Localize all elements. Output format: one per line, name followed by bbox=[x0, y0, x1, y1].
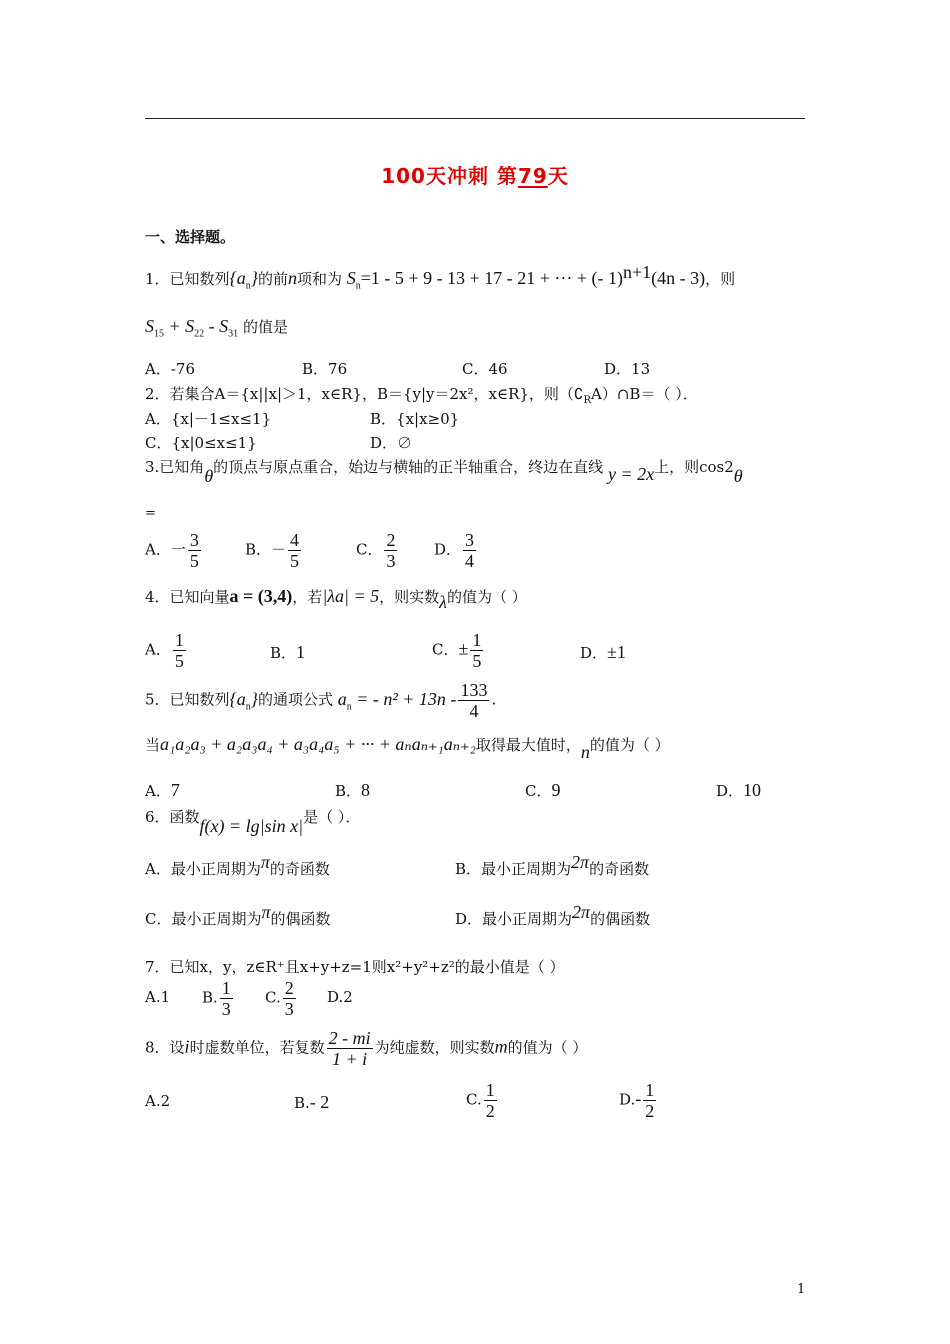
q1-option-a: A．-76 bbox=[145, 360, 195, 378]
question-4: 4．已知向量a = (3,4)，若|λa| = 5，则实数λ的值为（ ） bbox=[145, 586, 527, 612]
q3-option-c: C． $\frac{2}{3}$ bbox=[356, 530, 396, 571]
q6-option-c: C．最小正周期为π的偶函数 bbox=[145, 902, 331, 928]
q3-option-b: B．－ $\frac{4}{5}$ bbox=[245, 530, 300, 571]
q2-option-a: A．{x|－1≤x≤1} bbox=[145, 410, 272, 428]
q4-option-b: B．1 bbox=[270, 642, 306, 662]
q8-option-b: B.- 2 bbox=[294, 1092, 330, 1112]
q1-option-c: C．46 bbox=[462, 360, 508, 378]
page-title: 100天冲刺 第79天 bbox=[381, 164, 569, 188]
q8-option-a: A.2 bbox=[145, 1092, 171, 1110]
question-7: 7．已知x，y，z∈R⁺且x+y+z=1则x²+y²+z²的最小值是（ ） bbox=[145, 958, 565, 976]
q4-option-d: D．±1 bbox=[580, 642, 626, 662]
page-number: 1 bbox=[797, 1282, 806, 1297]
section-heading: 一、选择题。 bbox=[145, 228, 236, 246]
q4-option-c: C．± $\frac{1}{5}$ bbox=[432, 630, 482, 671]
q5-option-c: C．9 bbox=[525, 780, 561, 800]
q6-option-d: D．最小正周期为2π的偶函数 bbox=[455, 902, 651, 928]
q2-option-b: B．{x|x≥0} bbox=[370, 410, 460, 428]
q7-option-a: A.1 bbox=[145, 988, 171, 1006]
q8-option-d: D.- $\frac{1}{2}$ bbox=[619, 1080, 655, 1121]
q1-option-d: D．13 bbox=[604, 360, 651, 378]
q5-option-d: D．10 bbox=[716, 780, 762, 800]
q2-option-d: D．∅ bbox=[370, 434, 413, 452]
question-6: 6．函数f(x) = lg|sin x|是（ ）． bbox=[145, 808, 361, 836]
question-5: 5．已知数列$\{a_n\}$的通项公式 $a_n$ = - n² + 13n - $\frac{133}{4}$ . bbox=[145, 680, 497, 721]
q6-option-b: B．最小正周期为2π的奇函数 bbox=[455, 852, 650, 878]
question-1-line2: $S_{15} + S_{22} - S_{31}$ 的值是 bbox=[145, 316, 288, 340]
question-2: 2．若集合A＝{x||x|＞1，x∈R}，B＝{y|y＝2x²，x∈R}，则$(∁_RA)\cap B=$（ ）． bbox=[145, 385, 698, 406]
q3-option-d: D． $\frac{3}{4}$ bbox=[434, 530, 475, 571]
question-1: 1．已知数列$\{a_n\}$的前n项和为 $S_n=1 - 5 + 9 - 13 + 17 - 21$ + ··· + (- 1)$^{n+1}$(4n - 3)，则 bbox=[145, 262, 736, 292]
title-day: 79 bbox=[517, 164, 548, 188]
question-8: 8．设i时虚数单位，若复数 $\frac{2 - mi}{1 + i}$ 为纯虚数，则实数m的值为（ ） bbox=[145, 1028, 588, 1069]
q5-option-b: B．8 bbox=[335, 780, 371, 800]
q2-option-c: C．{x|0≤x≤1} bbox=[145, 434, 257, 452]
q8-option-c: C. $\frac{1}{2}$ bbox=[466, 1080, 495, 1121]
q3-option-a: A．一 $\frac{3}{5}$ bbox=[145, 530, 199, 571]
q3-equals: = bbox=[145, 506, 156, 521]
q7-option-b: B. $\frac{1}{3}$ bbox=[202, 978, 231, 1019]
question-5-line2: 当a₁a₂a₃ + a₂a₃a₄ + a₃a₄a₅ + ··· + aₙaₙ₊₁aₙ₊₂取得最大值时，n的值为（ ） bbox=[145, 734, 670, 762]
q6-option-a: A．最小正周期为π的奇函数 bbox=[145, 852, 330, 878]
question-3: 3.已知角θ的顶点与原点重合，始边与横轴的正半轴重合，终边在直线 y = 2x上，则cos2θ bbox=[145, 458, 743, 486]
q1-option-b: B．76 bbox=[302, 360, 348, 378]
q4-option-a: A． $\frac{1}{5}$ bbox=[145, 630, 184, 671]
q5-option-a: A．7 bbox=[145, 780, 180, 800]
q7-option-d: D.2 bbox=[327, 988, 353, 1006]
header-rule bbox=[145, 118, 805, 119]
q7-option-c: C. $\frac{2}{3}$ bbox=[265, 978, 294, 1019]
